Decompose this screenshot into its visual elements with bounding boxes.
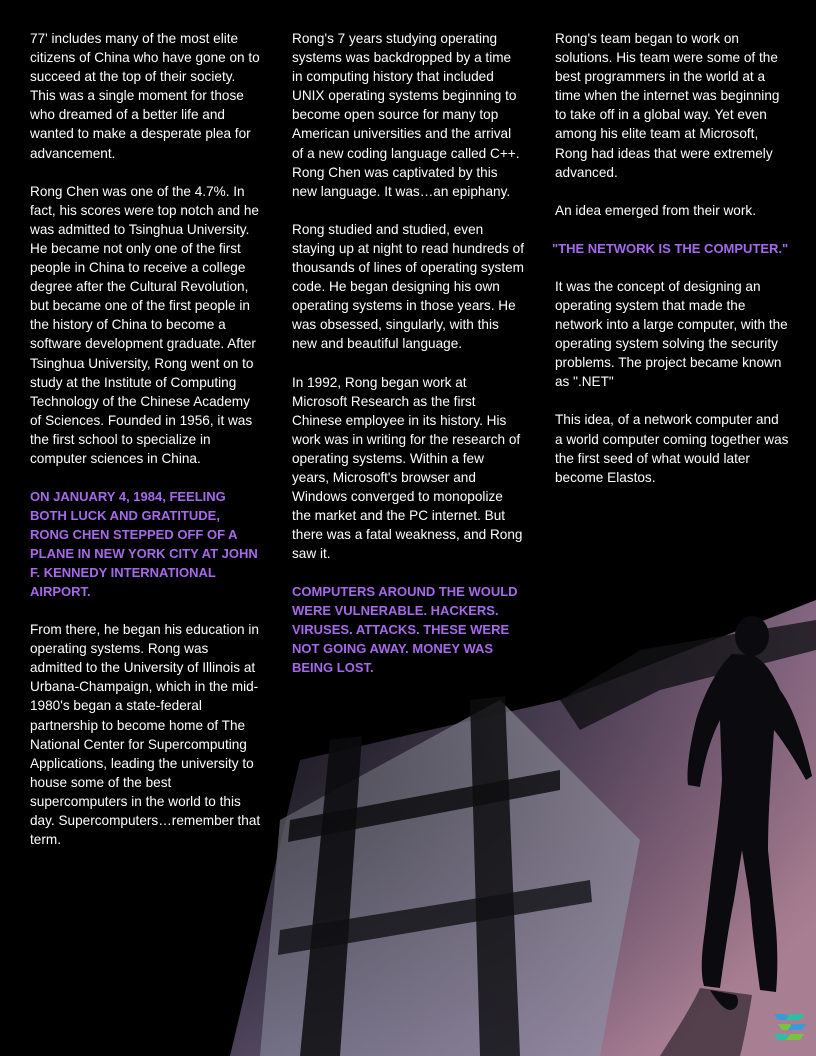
col1-paragraph-3: From there, he began his education in operating systems. Rong was admitted to the University of Illinois at Urbana-Champaign, which in the mid-1980's began a state-federal partnership to become home of The National Center for Supercomputing Applications, leading the university to house some of the best supercomputers in the world to this day. Supercomputers…remember that term. <box>30 622 261 848</box>
col3-paragraph-3: It was the concept of designing an operating system that made the network into a large computer, with the operating system solving the security problems. The project became known as ".NET" <box>555 278 788 390</box>
col2-paragraph-1: Rong's 7 years studying operating systems was backdropped by a time in computing history that included UNIX operating systems beginning to become open source for many top American universities and the arrival of a new coding language called C++. Rong Chen was captivated by this new language. It was…an epiphany. <box>292 31 520 199</box>
elastos-logo-icon <box>772 1012 808 1046</box>
col3-paragraph-1: Rong's team began to work on solutions. His team were some of the best programmers in the world at a time when the internet was beginning to take off in a global way. Yet even among his elite team at Microsoft, Rong had ideas that were extremely advanced. <box>555 31 780 180</box>
col2-paragraph-2: Rong studied and studied, even staying up at night to read hundreds of thousands of lines of operating system code. He began designing his own operating systems in those years. He was obsessed, singularly, with this new and beautiful language. <box>292 221 525 352</box>
col3-highlight: "THE NETWORK IS THE COMPUTER." <box>552 240 789 256</box>
column-middle <box>292 29 524 696</box>
col3-paragraph-4: This idea, of a network computer and a world computer coming together was the first seed of what would later become Elastos. <box>555 412 789 485</box>
column-right <box>552 29 789 506</box>
col1-paragraph-2: Rong Chen was one of the 4.7%. In fact, his scores were top notch and he was admitted to Tsinghua University. He became not only one of the first people in China to receive a college degree after the Cultural Revolution, but became one of the first people in the history of China to become a software development graduate. After Tsinghua University, Rong went on to study at the Institute of Computing Technology of the Chinese Academy of Sciences. Founded in 1956, it was the first school to specialize in computer sciences in China. <box>30 183 259 466</box>
col2-paragraph-3: In 1992, Rong began work at Microsoft Research as the first Chinese employee in its history. His work was in writing for the research of operating systems. Within a few years, Microsoft's browser and Windows converged to monopolize the market and the PC internet. But there was a fatal weakness, and Rong saw it. <box>292 374 523 562</box>
col1-highlight: ON JANUARY 4, 1984, FEELING BOTH LUCK AND GRATITUDE, RONG CHEN STEPPED OFF OF A PLANE IN NEW YORK CITY AT JOHN F. KENNEDY INTERNATIONAL AIRPORT. <box>30 489 258 600</box>
column-left <box>30 29 262 868</box>
col1-paragraph-1: 77' includes many of the most elite citizens of China who have gone on to succeed at the top of their society. This was a single moment for those who dreamed of a better life and wanted to make a desperate plea for advancement. <box>30 31 260 161</box>
col2-highlight: COMPUTERS AROUND THE WOULD WERE VULNERABLE. HACKERS. VIRUSES. ATTACKS. THESE WERE NOT GOING AWAY. MONEY WAS BEING LOST. <box>292 584 518 676</box>
col3-paragraph-2: An idea emerged from their work. <box>555 202 756 218</box>
